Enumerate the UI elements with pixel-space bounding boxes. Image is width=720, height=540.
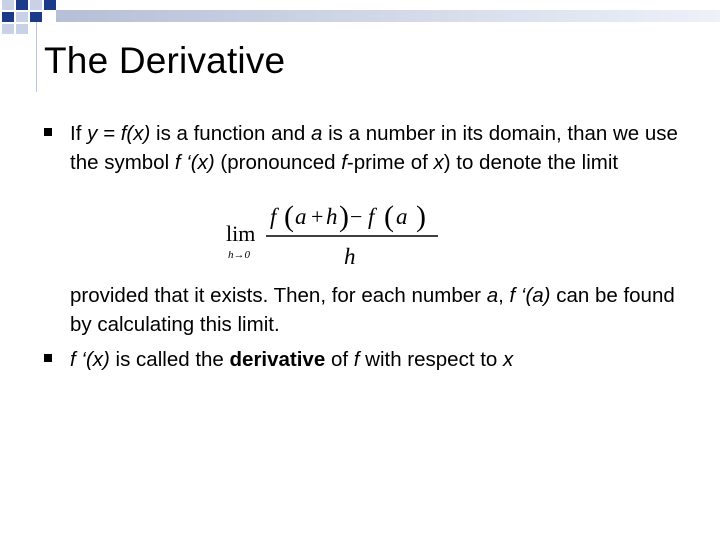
title-vertical-rule xyxy=(36,22,37,92)
math-expression: f ‘(x) xyxy=(174,151,215,174)
formula-f: f xyxy=(270,204,277,229)
decorative-checker-pattern xyxy=(0,0,60,40)
formula-minus: − xyxy=(350,204,363,229)
formula-paren: ) xyxy=(416,200,426,233)
math-variable: f xyxy=(341,151,347,174)
text-run: of xyxy=(325,348,354,371)
formula-paren: ) xyxy=(339,200,349,233)
math-variable: a xyxy=(311,122,323,145)
bullet-marker xyxy=(44,354,52,362)
formula-plus: + xyxy=(311,204,324,229)
formula-lim: lim xyxy=(226,221,256,246)
formula-a: a xyxy=(295,204,307,229)
text-run: ) to denote the limit xyxy=(443,151,619,174)
formula-a: a xyxy=(396,204,408,229)
formula-denominator: h xyxy=(344,244,356,268)
bullet-paragraph-continuation xyxy=(70,281,690,339)
text-run: -prime of xyxy=(346,151,434,174)
bullet-marker xyxy=(44,128,52,136)
text-run: is a function and xyxy=(150,122,311,145)
bullet-paragraph-definition xyxy=(70,119,690,177)
formula-h: h xyxy=(326,204,338,229)
math-variable: a xyxy=(486,284,499,307)
text-run: provided that it exists. Then, for each number xyxy=(70,284,487,307)
math-variable: x xyxy=(433,151,444,174)
text-run: with respect to xyxy=(359,348,504,371)
text-run: can be found by calculating this limit. xyxy=(70,284,675,336)
formula-paren: ( xyxy=(284,200,294,233)
decorative-gradient-bar xyxy=(56,10,720,22)
limit-formula xyxy=(222,198,452,268)
math-variable: x xyxy=(503,348,514,371)
slide-title: The Derivative xyxy=(44,40,286,81)
formula-paren: ( xyxy=(384,200,394,233)
math-expression: y = f(x) xyxy=(87,122,151,145)
text-run: is a number in its domain, than we use the symbol xyxy=(70,122,678,174)
formula-f: f xyxy=(368,204,375,229)
formula-lim-subscript: h→0 xyxy=(228,249,250,261)
math-expression: f ‘(x) xyxy=(70,348,110,371)
text-run: If xyxy=(70,122,88,145)
math-expression: f ‘(a) xyxy=(509,284,551,307)
term-derivative: derivative xyxy=(229,348,326,371)
bullet-paragraph-derivative xyxy=(70,345,690,374)
text-run: , xyxy=(498,284,510,307)
text-run: is called the xyxy=(109,348,230,371)
text-run: (pronounced xyxy=(214,151,342,174)
math-variable: f xyxy=(353,348,360,371)
